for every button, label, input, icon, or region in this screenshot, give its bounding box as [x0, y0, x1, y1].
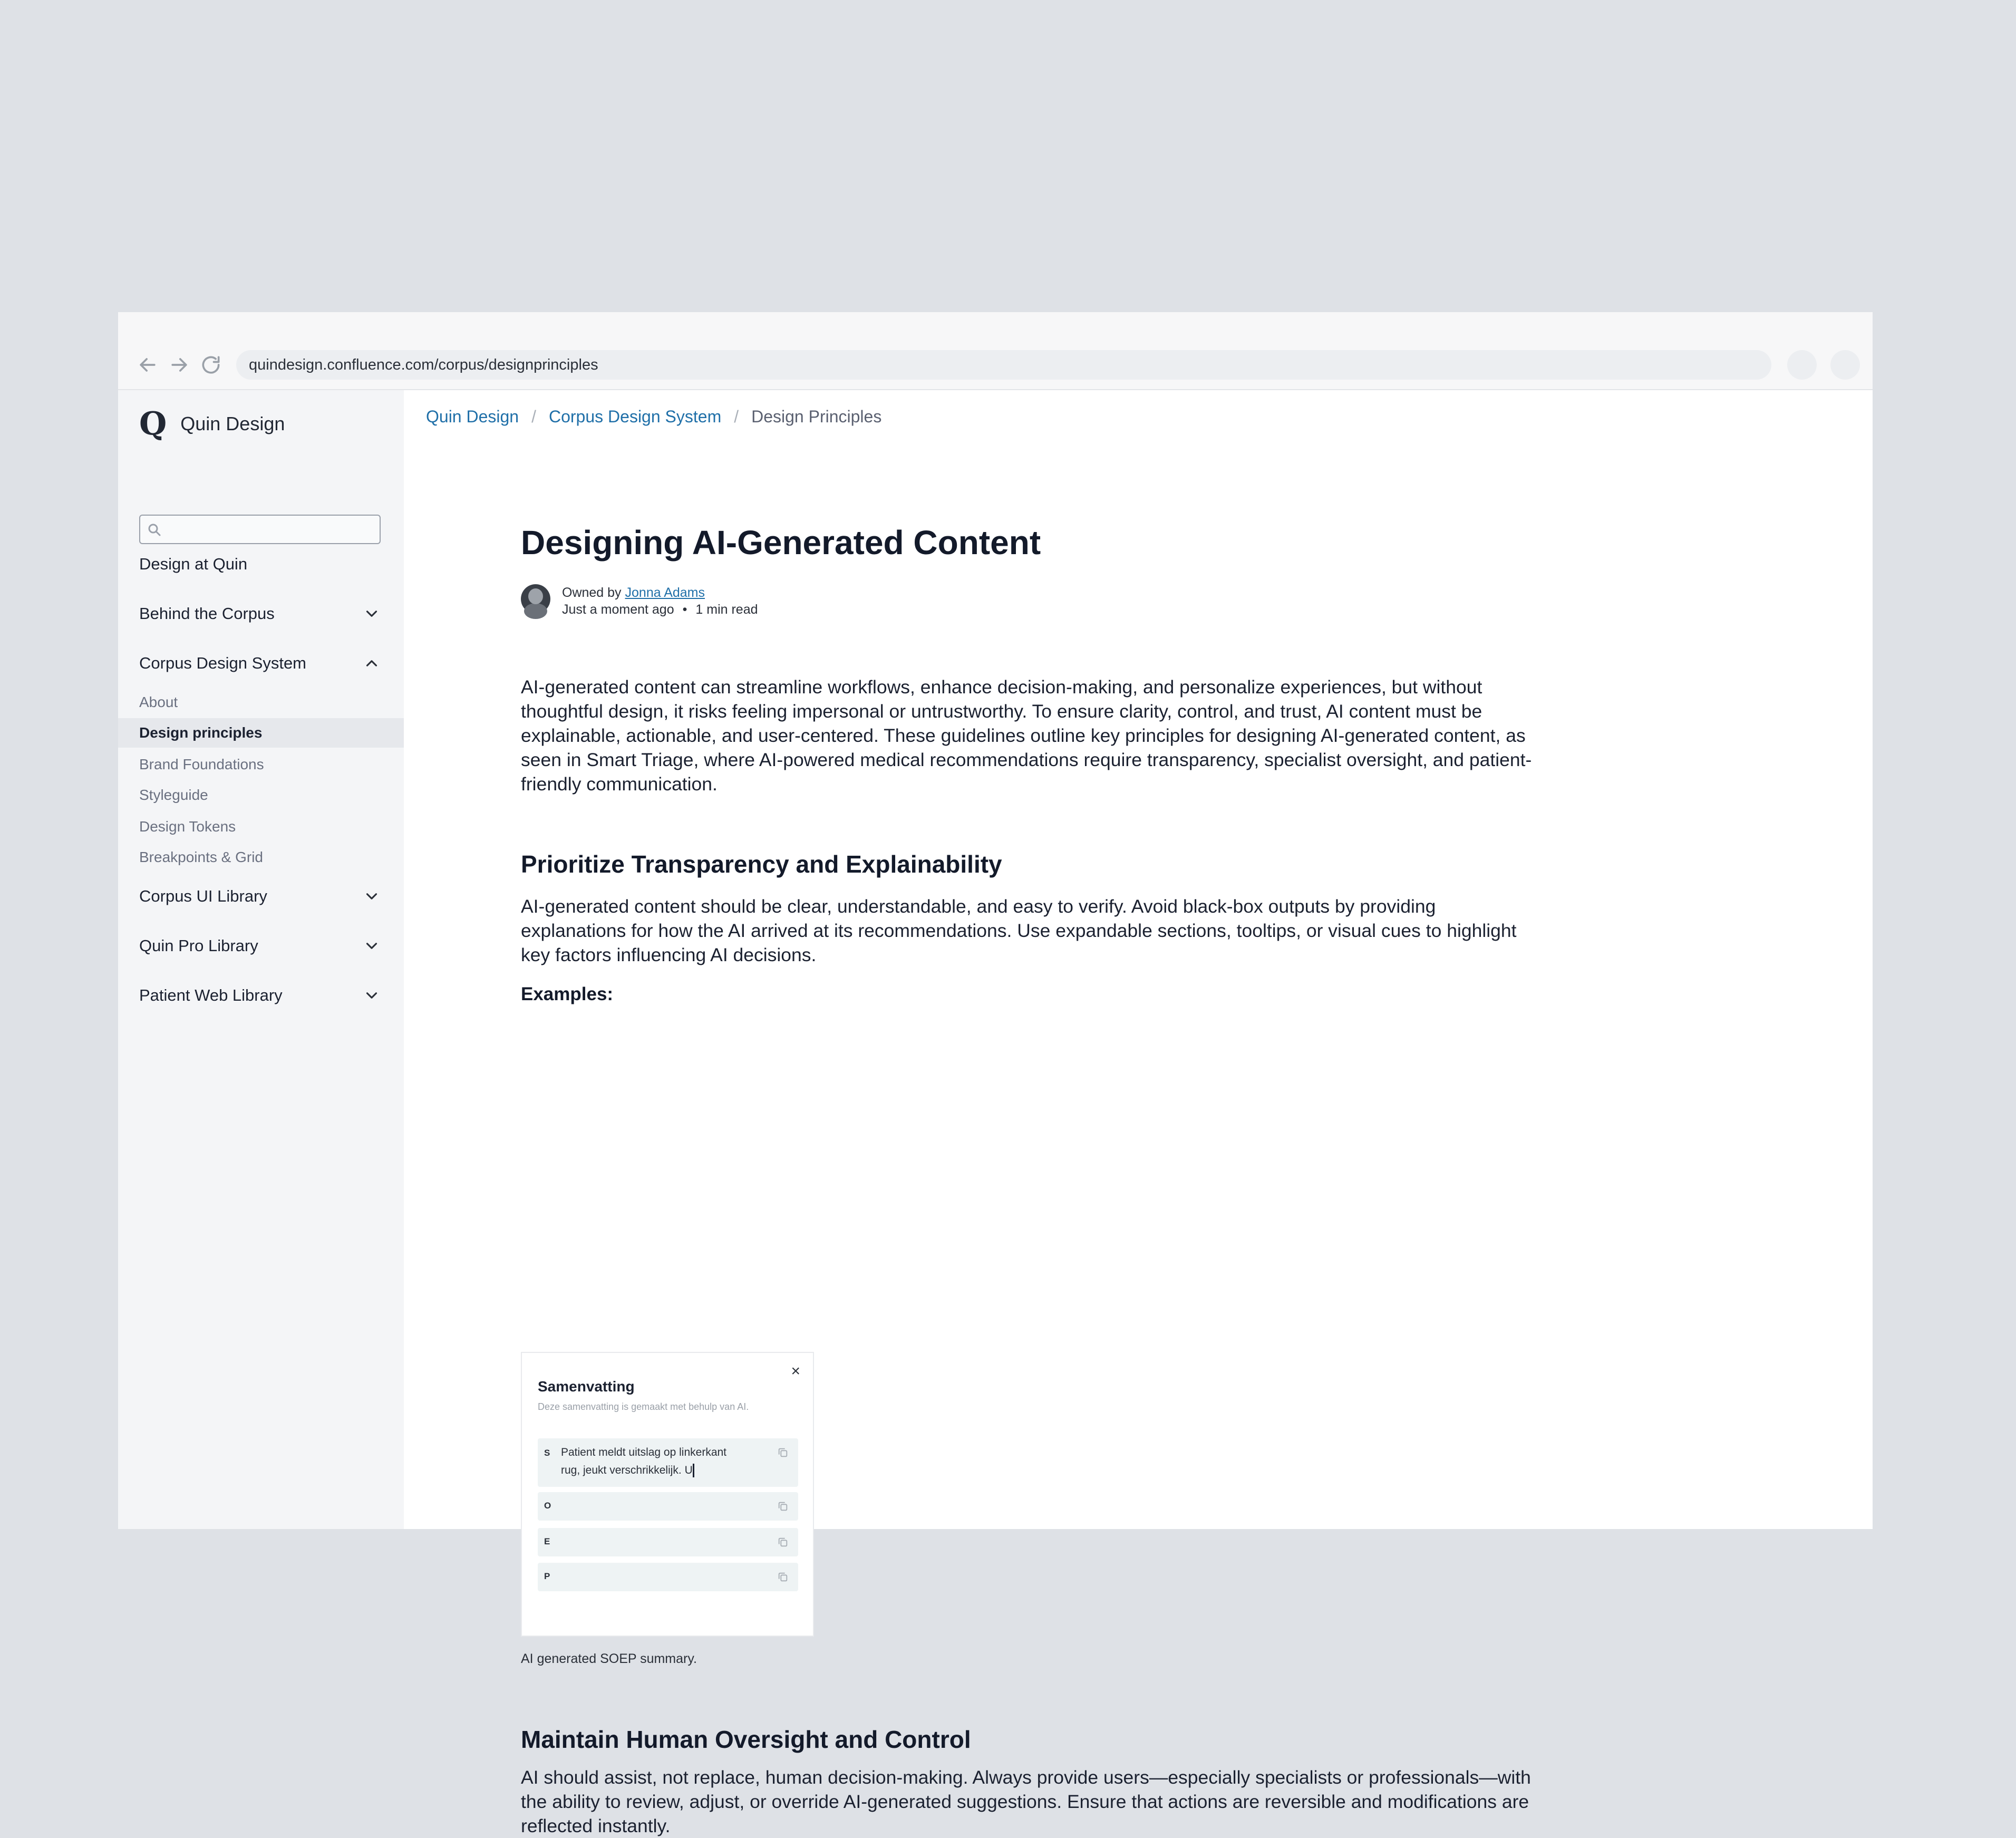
sidebar [118, 390, 404, 1529]
sidebar-search-input[interactable] [139, 515, 381, 544]
soep-text-line: Patient meldt uitslag op linkerkant [561, 1446, 727, 1458]
logo-mark: Q [139, 405, 167, 442]
sidebar-subitem-about[interactable] [118, 688, 404, 717]
paragraph-line: AI should assist, not replace, human decision-making. Always provide users—especially specialists or professionals—with [521, 1767, 1531, 1788]
chevron-down-icon[interactable] [363, 605, 381, 623]
sidebar-item-label: Patient Web Library [139, 986, 283, 1004]
meta-dot: • [682, 602, 687, 617]
close-icon[interactable]: × [791, 1362, 800, 1380]
sidebar-item-corpus-design-system[interactable] [139, 647, 381, 679]
page-title: Designing AI-Generated Content [521, 524, 1041, 562]
card-title: Samenvatting [538, 1378, 635, 1395]
sidebar-subitem-label: Design principles [139, 724, 263, 741]
chevron-down-icon[interactable] [363, 937, 381, 955]
soep-row-p[interactable] [538, 1563, 798, 1591]
sidebar-item-label: Quin Pro Library [139, 936, 258, 955]
soep-text-line: rug, jeukt verschrikkelijk. U [561, 1464, 693, 1476]
sidebar-item-label: Behind the Corpus [139, 604, 275, 623]
breadcrumb-link-corpus-design-system[interactable]: Corpus Design System [548, 407, 722, 426]
soep-letter: S [544, 1448, 550, 1458]
sidebar-subitem-design-tokens[interactable] [118, 812, 404, 841]
owner-link[interactable]: Jonna Adams [625, 585, 705, 600]
forward-arrow-icon[interactable] [168, 353, 191, 376]
soep-row-s[interactable] [538, 1438, 798, 1487]
soep-text[interactable] [561, 1444, 761, 1479]
avatar[interactable] [521, 584, 550, 614]
sidebar-subitem-label: Design Tokens [139, 818, 236, 835]
chevron-down-icon[interactable] [363, 986, 381, 1004]
soep-row-e[interactable] [538, 1528, 798, 1556]
examples-label: Examples: [521, 984, 614, 1004]
sidebar-subitem-label: About [139, 694, 178, 710]
breadcrumb-separator: / [531, 407, 536, 426]
breadcrumb-separator: / [734, 407, 739, 426]
page-meta [521, 584, 758, 618]
paragraph-line: thoughtful design, it risks feeling impersonal or untrustworthy. To ensure clarity, control, and trust, AI content must be [521, 701, 1482, 722]
extension-button[interactable] [1787, 350, 1817, 380]
section-heading-oversight: Maintain Human Oversight and Control [521, 1726, 971, 1753]
chevron-up-icon[interactable] [363, 654, 381, 672]
browser-window [118, 312, 1873, 1836]
paragraph-line: friendly communication. [521, 773, 718, 795]
copy-icon[interactable] [777, 1501, 789, 1512]
browser-titlebar [118, 312, 1873, 341]
sidebar-item-design-at-quin[interactable] [139, 548, 381, 580]
copy-icon[interactable] [777, 1447, 789, 1458]
sidebar-subitem-brand-foundations[interactable] [118, 750, 404, 779]
intro-paragraph [521, 675, 1532, 796]
url-text: quindesign.confluence.com/corpus/designprinciples [249, 356, 598, 373]
paragraph-line: key factors influencing AI decisions. [521, 944, 817, 965]
search-icon [147, 522, 162, 538]
reload-icon[interactable] [199, 353, 222, 376]
soep-letter: P [544, 1571, 550, 1581]
sidebar-subitem-label: Breakpoints & Grid [139, 849, 263, 865]
sidebar-item-behind-the-corpus[interactable] [139, 598, 381, 630]
sidebar-item-patient-web-library[interactable] [139, 980, 381, 1011]
sidebar-subitem-label: Styleguide [139, 787, 208, 803]
soep-row-o[interactable] [538, 1492, 798, 1521]
paragraph-line: the ability to review, adjust, or override AI-generated suggestions. Ensure that actions are reversible and modifications are [521, 1791, 1529, 1812]
text-caret [693, 1464, 694, 1477]
breadcrumb [426, 407, 881, 427]
soep-letter: O [544, 1501, 551, 1511]
example-caption: AI generated SOEP summary. [521, 1651, 697, 1666]
example-summary-card [521, 1352, 814, 1637]
paragraph-line: reflected instantly. [521, 1815, 671, 1836]
profile-button[interactable] [1830, 350, 1860, 380]
sidebar-item-label: Design at Quin [139, 555, 248, 573]
paragraph-line: explanations for how the AI arrived at its recommendations. Use expandable sections, tooltips, or visual cues to highlight [521, 920, 1517, 941]
address-bar[interactable] [236, 350, 1771, 380]
paragraph-line: explainable, actionable, and user-centered. These guidelines outline key principles for designing AI-generated content, as [521, 725, 1526, 746]
sidebar-subitem-breakpoints-grid[interactable] [118, 843, 404, 872]
section-paragraph-transparency [521, 894, 1516, 967]
sidebar-subitem-label: Brand Foundations [139, 756, 264, 772]
copy-icon[interactable] [777, 1536, 789, 1548]
back-arrow-icon[interactable] [136, 353, 159, 376]
logo[interactable] [139, 405, 285, 442]
section-heading-transparency: Prioritize Transparency and Explainability [521, 850, 1002, 878]
sidebar-subitem-styleguide[interactable] [118, 780, 404, 810]
breadcrumb-link-quin-design[interactable]: Quin Design [426, 407, 519, 426]
card-subtitle: Deze samenvatting is gemaakt met behulp van AI. [538, 1401, 749, 1412]
sidebar-subitem-design-principles[interactable] [118, 718, 404, 748]
sidebar-item-quin-pro-library[interactable] [139, 930, 381, 962]
logo-text: Quin Design [180, 413, 285, 434]
breadcrumb-current: Design Principles [751, 407, 882, 426]
paragraph-line: AI-generated content should be clear, understandable, and easy to verify. Avoid black-box outputs by providing [521, 896, 1436, 917]
sidebar-item-label: Corpus UI Library [139, 887, 267, 905]
sidebar-item-label: Corpus Design System [139, 654, 307, 672]
copy-icon[interactable] [777, 1571, 789, 1583]
paragraph-line: AI-generated content can streamline workflows, enhance decision-making, and personalize experiences, but without [521, 676, 1482, 698]
owner-prefix: Owned by [562, 585, 622, 600]
read-time: 1 min read [695, 602, 758, 617]
chevron-down-icon[interactable] [363, 887, 381, 905]
sidebar-item-corpus-ui-library[interactable] [139, 881, 381, 912]
browser-toolbar [118, 341, 1873, 390]
meta-text [562, 584, 758, 618]
paragraph-line: seen in Smart Triage, where AI-powered medical recommendations require transparency, specialist oversight, and patient- [521, 749, 1532, 770]
section-paragraph-oversight [521, 1765, 1531, 1838]
soep-letter: E [544, 1536, 550, 1546]
updated-time: Just a moment ago [562, 602, 674, 617]
